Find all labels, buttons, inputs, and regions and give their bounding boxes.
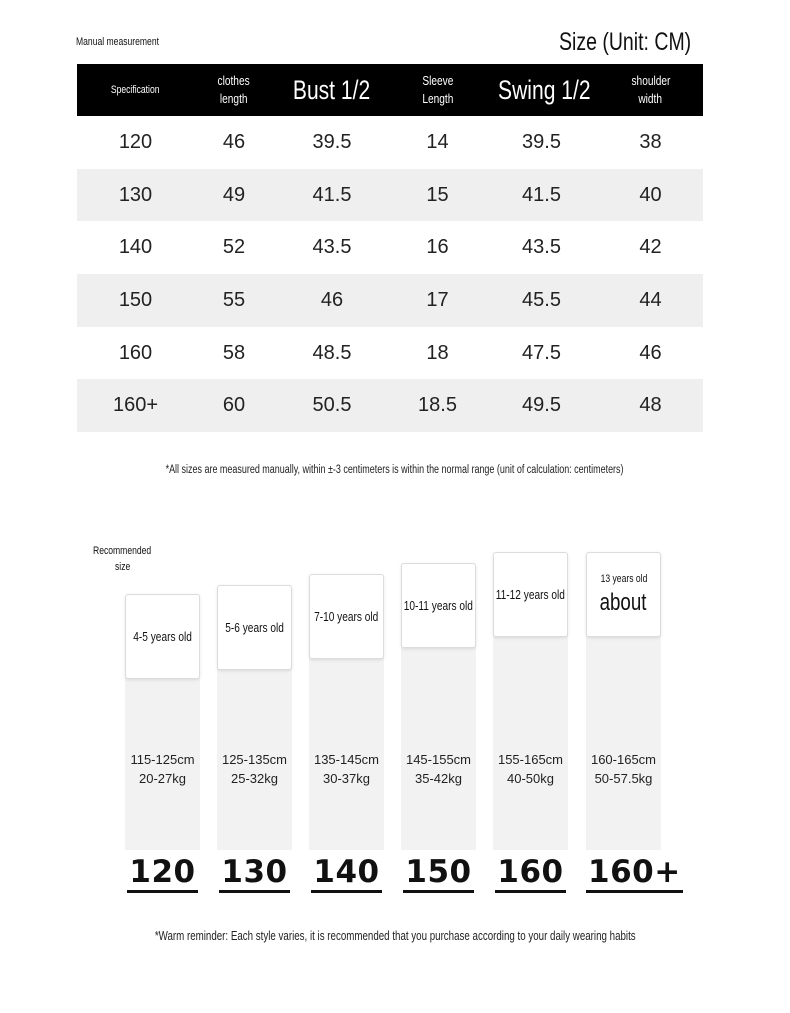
- age-card: 13 years old about: [586, 552, 661, 637]
- table-row: [77, 274, 703, 327]
- height-weight-text: 160-165cm 50-57.5kg: [590, 752, 657, 786]
- recommended-size-label: Recommended size: [93, 545, 152, 573]
- age-card: 7-10 years old: [309, 574, 384, 659]
- height-weight-text: 135-145cm 30-37kg: [313, 752, 380, 786]
- size-unit-title: Size (Unit: CM): [559, 28, 692, 56]
- cell-shoulder: 48: [598, 379, 703, 432]
- cell-bust: 41.5: [274, 169, 390, 222]
- table-header-row: [77, 64, 703, 116]
- cell-sleeve: 15: [390, 169, 485, 222]
- cell-spec: 150: [77, 274, 194, 327]
- size-column-bg: [493, 634, 568, 850]
- cell-swing: 41.5: [485, 169, 598, 222]
- cell-sleeve: 18.5: [390, 379, 485, 432]
- cell-shoulder: 44: [598, 274, 703, 327]
- cell-spec: 120: [118, 130, 153, 153]
- cell-shoulder: 42: [639, 236, 662, 259]
- size-chart-table: [77, 64, 703, 432]
- cell-length: 60: [194, 379, 274, 432]
- cell-sleeve: 17: [390, 274, 485, 327]
- age-card: 10-11 years old: [401, 563, 476, 648]
- height-weight-text: 125-135cm 25-32kg: [221, 752, 288, 786]
- cell-sleeve: 14: [426, 130, 449, 153]
- cell-swing: 49.5: [485, 379, 598, 432]
- cell-sleeve: 16: [426, 236, 449, 259]
- cell-length: 52: [222, 236, 246, 259]
- cell-swing: 45.5: [485, 274, 598, 327]
- cell-length: 49: [194, 169, 274, 222]
- cell-bust: 39.5: [312, 130, 352, 153]
- cell-spec: 160: [118, 341, 153, 364]
- cell-length: 58: [222, 341, 246, 364]
- cell-length: 46: [222, 130, 246, 153]
- manual-measurement-label: Manual measurement: [76, 36, 159, 48]
- height-weight-text: 145-155cm 35-42kg: [405, 752, 472, 786]
- recommended-size-number: 140: [309, 854, 384, 893]
- cell-bust: 46: [274, 274, 390, 327]
- size-column-bg: [401, 645, 476, 850]
- measurement-note: *All sizes are measured manually, within ±-3 centimeters is within the normal range (unit of calculation: centimeters): [166, 464, 624, 476]
- cell-spec: 130: [77, 169, 194, 222]
- table-row: [77, 327, 703, 380]
- cell-spec: 160+: [77, 379, 194, 432]
- cell-swing: 47.5: [522, 341, 561, 364]
- cell-spec: 140: [118, 236, 153, 259]
- age-card: 4-5 years old: [125, 594, 200, 679]
- warm-reminder-note: *Warm reminder: Each style varies, it is recommended that you purchase according to your daily wearing habits: [154, 929, 636, 943]
- header-clothes-length: clothes length: [194, 64, 274, 116]
- cell-bust: 50.5: [274, 379, 390, 432]
- header-swing: Swing 1/2: [485, 64, 598, 116]
- cell-sleeve: 18: [426, 341, 449, 364]
- cell-swing: 43.5: [522, 236, 561, 259]
- age-card: 11-12 years old: [493, 552, 568, 637]
- header-sleeve-length: Sleeve Length: [390, 64, 485, 116]
- table-row: [77, 221, 703, 274]
- recommended-size-number: 160: [493, 854, 568, 893]
- cell-bust: 48.5: [312, 341, 352, 364]
- table-row: [77, 379, 703, 432]
- table-row: [77, 116, 703, 169]
- header-specification: Specification: [77, 64, 194, 116]
- age-card: 5-6 years old: [217, 585, 292, 670]
- cell-shoulder: 38: [639, 130, 662, 153]
- size-column-bg: [586, 634, 661, 850]
- header-shoulder-width: shoulder width: [598, 64, 703, 116]
- height-weight-text: 115-125cm 20-27kg: [130, 752, 195, 786]
- cell-swing: 39.5: [522, 130, 561, 153]
- cell-shoulder: 46: [639, 341, 662, 364]
- recommended-size-number: 150: [401, 854, 476, 893]
- table-row: [77, 169, 703, 222]
- height-weight-text: 155-165cm 40-50kg: [497, 752, 564, 786]
- cell-length: 55: [194, 274, 274, 327]
- recommended-size-number: 130: [217, 854, 292, 893]
- recommended-size-number: 120: [125, 854, 200, 893]
- cell-bust: 43.5: [312, 236, 352, 259]
- cell-shoulder: 40: [598, 169, 703, 222]
- recommended-size-number: 160+: [586, 854, 661, 893]
- header-bust: Bust 1/2: [274, 64, 390, 116]
